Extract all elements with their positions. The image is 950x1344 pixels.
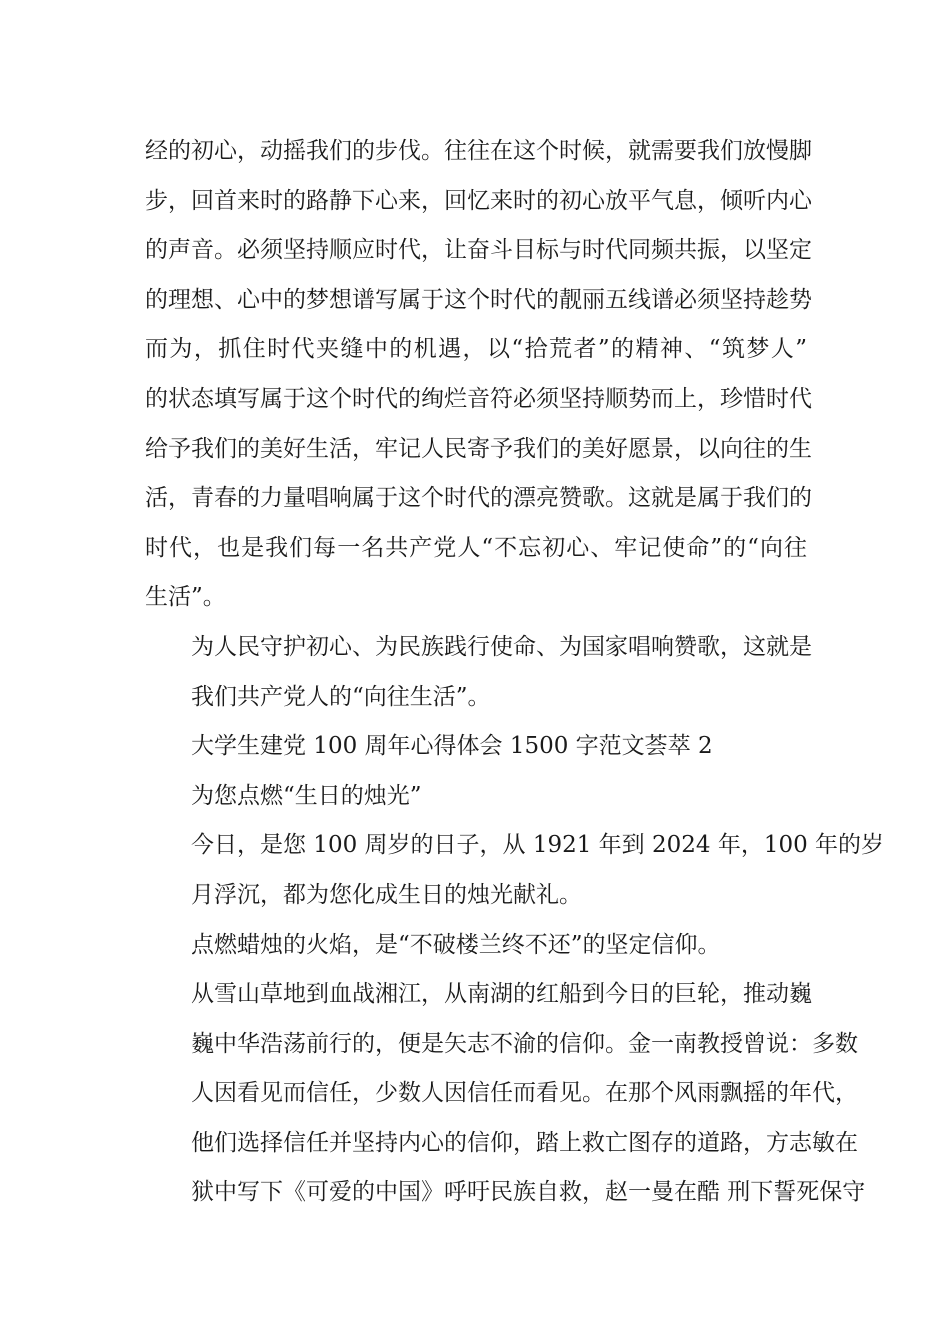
text-line: 时代，也是我们每一名共产党人“不忘初心、牢记使命”的“向往 [145, 534, 807, 561]
text-line: 步，回首来时的路静下心来，回忆来时的初心放平气息，倾听内心 [145, 187, 812, 214]
text-line: 活，青春的力量唱响属于这个时代的漂亮赞歌。这就是属于我们的 [145, 485, 812, 512]
text-line: 月浮沉，都为您化成生日的烛光献礼。 [191, 881, 582, 908]
text-line: 点燃蜡烛的火焰，是“不破楼兰终不还”的坚定信仰。 [191, 931, 721, 958]
text-line: 他们选择信任并坚持内心的信仰，踏上救亡图存的道路，方志敏在 [191, 1129, 858, 1156]
text-line: 经的初心，动摇我们的步伐。往往在这个时候，就需要我们放慢脚 [145, 138, 812, 164]
text-line: 的状态填写属于这个时代的绚烂音符必须坚持顺势而上，珍惜时代 [145, 385, 812, 412]
paragraph [145, 921, 807, 971]
text-line: 为人民守护初心、为民族践行使命、为国家唱响赞歌，这就是 [191, 633, 812, 660]
text-line: 而为，抓住时代夹缝中的机遇，以“拾荒者”的精神、“筑梦人” [145, 336, 807, 363]
paragraph [145, 722, 807, 772]
text-line: 巍中华浩荡前行的，便是矢志不渝的信仰。金一南教授曾说：多数 [191, 1030, 858, 1057]
text-line: 大学生建党 100 周年心得体会 1500 字范文荟萃 2 [191, 733, 713, 760]
text-line: 我们共产党人的“向往生活”。 [191, 683, 491, 710]
paragraph [145, 772, 807, 822]
text-line: 人因看见而信任，少数人因信任而看见。在那个风雨飘摇的年代， [191, 1080, 858, 1107]
text-line: 的理想、心中的梦想谱写属于这个时代的靓丽五线谱必须坚持趁势 [145, 286, 812, 313]
text-line: 生活”。 [145, 584, 226, 611]
paragraph [145, 127, 812, 623]
text-line: 为您点燃“生日的烛光” [191, 782, 422, 809]
text-line: 狱中写下《可爱的中国》呼吁民族自救，赵一曼在酷 刑下誓死保守 [191, 1179, 866, 1206]
document-body [145, 127, 885, 1218]
paragraph [145, 970, 866, 1218]
text-line: 的声音。必须坚持顺应时代，让奋斗目标与时代同频共振，以坚定 [145, 237, 812, 264]
text-line: 从雪山草地到血战湘江，从南湖的红船到今日的巨轮，推动巍 [191, 981, 812, 1008]
text-line: 给予我们的美好生活，牢记人民寄予我们的美好愿景，以向往的生 [145, 435, 812, 462]
paragraph [145, 623, 812, 722]
paragraph [145, 821, 885, 920]
text-line: 今日，是您 100 周岁的日子，从 1921 年到 2024 年，100 年的岁 [191, 832, 885, 859]
